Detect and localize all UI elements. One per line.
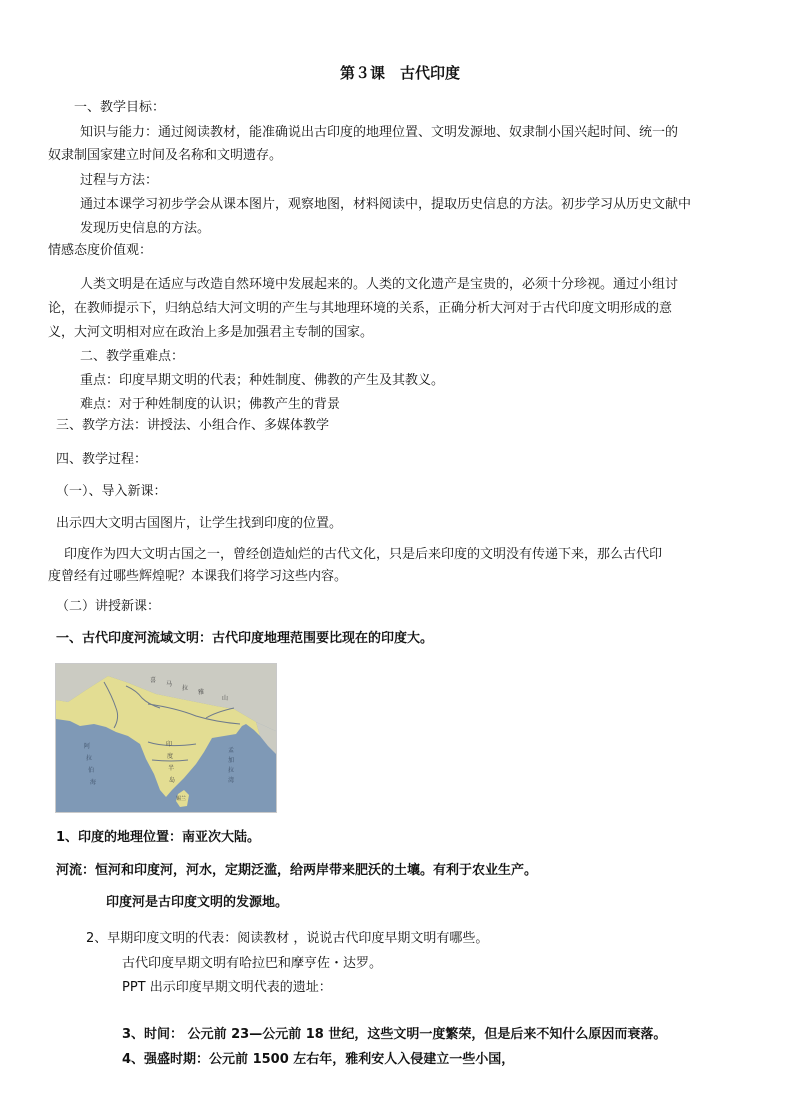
section-heading-bold: 4、强盛时期：公元前 1500 左右年，雅利安人入侵建立一些小国， — [122, 1052, 515, 1067]
map-label: 度 — [167, 753, 174, 760]
paragraph-line: 古代印度早期文明有哈拉巴和摩亨佐・达罗。 — [122, 956, 383, 971]
map-label: 山 — [222, 695, 229, 702]
paragraph-line: 义，大河文明相对应在政治上多是加强君主专制的国家。 — [48, 325, 374, 340]
map-label: 湾 — [228, 777, 235, 784]
map-label: 阿 — [84, 743, 91, 750]
map-label: 拉 — [86, 755, 93, 762]
new-lesson-heading: （二）讲授新课： — [56, 599, 161, 614]
section-heading-bold: 河流：恒河和印度河，河水，定期泛滥，给两岸带来肥沃的土壤。有利于农业生产。 — [56, 863, 538, 878]
paragraph-line: 人类文明是在适应与改造自然环境中发展起来的。人类的文化遗产是宝贵的，必须十分珍视。通过小组讨 — [80, 277, 679, 292]
map-label: 海 — [90, 779, 97, 786]
map-label: 印 — [166, 741, 173, 748]
paragraph-line: 出示四大文明古国图片，让学生找到印度的位置。 — [56, 516, 343, 531]
map-label: 岛 — [169, 777, 176, 784]
paragraph-line: 难点：对于种姓制度的认识；佛教产生的背景 — [80, 397, 341, 412]
map-label: 加 — [228, 757, 235, 764]
map-label: 喜 — [150, 677, 157, 684]
map-label: 伯 — [88, 767, 95, 774]
india-map — [55, 663, 277, 813]
paragraph-line: 通过本课学习初步学会从课本图片，观察地图，材料阅读中，提取历史信息的方法。初步学习从历史文献中 — [80, 197, 692, 212]
paragraph-line: 知识与能力：通过阅读教材，能准确说出古印度的地理位置、文明发源地、奴隶制小国兴起时间、统一的 — [80, 125, 679, 140]
section-heading-bold: 一、古代印度河流域文明：古代印度地理范围要比现在的印度大。 — [56, 631, 434, 646]
teaching-methods-heading: 三、教学方法：讲授法、小组合作、多媒体教学 — [56, 418, 330, 433]
map-label: 孟 — [228, 747, 235, 754]
section-heading-bold: 1、印度的地理位置：南亚次大陆。 — [56, 830, 261, 845]
map-label: 拉 — [228, 767, 235, 774]
map-label: 拉 — [182, 685, 189, 692]
section-objectives-heading: 一、教学目标： — [74, 100, 166, 115]
paragraph-line: 发现历史信息的方法。 — [80, 221, 211, 236]
key-points-heading: 二、教学重难点： — [80, 349, 185, 364]
map-label: 锡兰 — [176, 796, 187, 802]
paragraph-line: 度曾经有过哪些辉煌呢？本课我们将学习这些内容。 — [48, 569, 348, 584]
section-heading-bold: 3、时间： 公元前 23—公元前 18 世纪，这些文明一度繁荣，但是后来不知什么原因而衰落。 — [122, 1027, 667, 1042]
map-label: 马 — [166, 681, 173, 688]
paragraph-line: 重点：印度早期文明的代表；种姓制度、佛教的产生及其教义。 — [80, 373, 445, 388]
attitude-heading: 情感态度价值观： — [48, 243, 153, 258]
paragraph-line: 印度作为四大文明古国之一，曾经创造灿烂的古代文化，只是后来印度的文明没有传递下来，那么古代印 — [64, 547, 663, 562]
paragraph-line: 2、早期印度文明的代表：阅读教材 ，说说古代印度早期文明有哪些。 — [86, 931, 489, 946]
india-map-graphic — [56, 664, 277, 813]
intro-heading: （一）、导入新课： — [56, 484, 167, 499]
teaching-process-heading: 四、教学过程： — [56, 452, 148, 467]
map-label: 雅 — [198, 689, 205, 696]
section-heading-bold: 印度河是古印度文明的发源地。 — [106, 895, 289, 910]
paragraph-line: 论，在教师提示下，归纳总结大河文明的产生与其地理环境的关系，正确分析大河对于古代印度文明形成的意 — [48, 301, 673, 316]
paragraph-line: 奴隶制国家建立时间及名称和文明遗存。 — [48, 148, 283, 163]
map-label: 半 — [168, 765, 175, 772]
paragraph-line: PPT 出示印度早期文明代表的遗址： — [122, 980, 332, 995]
page-title: 第３课 古代印度 — [340, 64, 461, 82]
process-method-heading: 过程与方法： — [80, 173, 159, 188]
